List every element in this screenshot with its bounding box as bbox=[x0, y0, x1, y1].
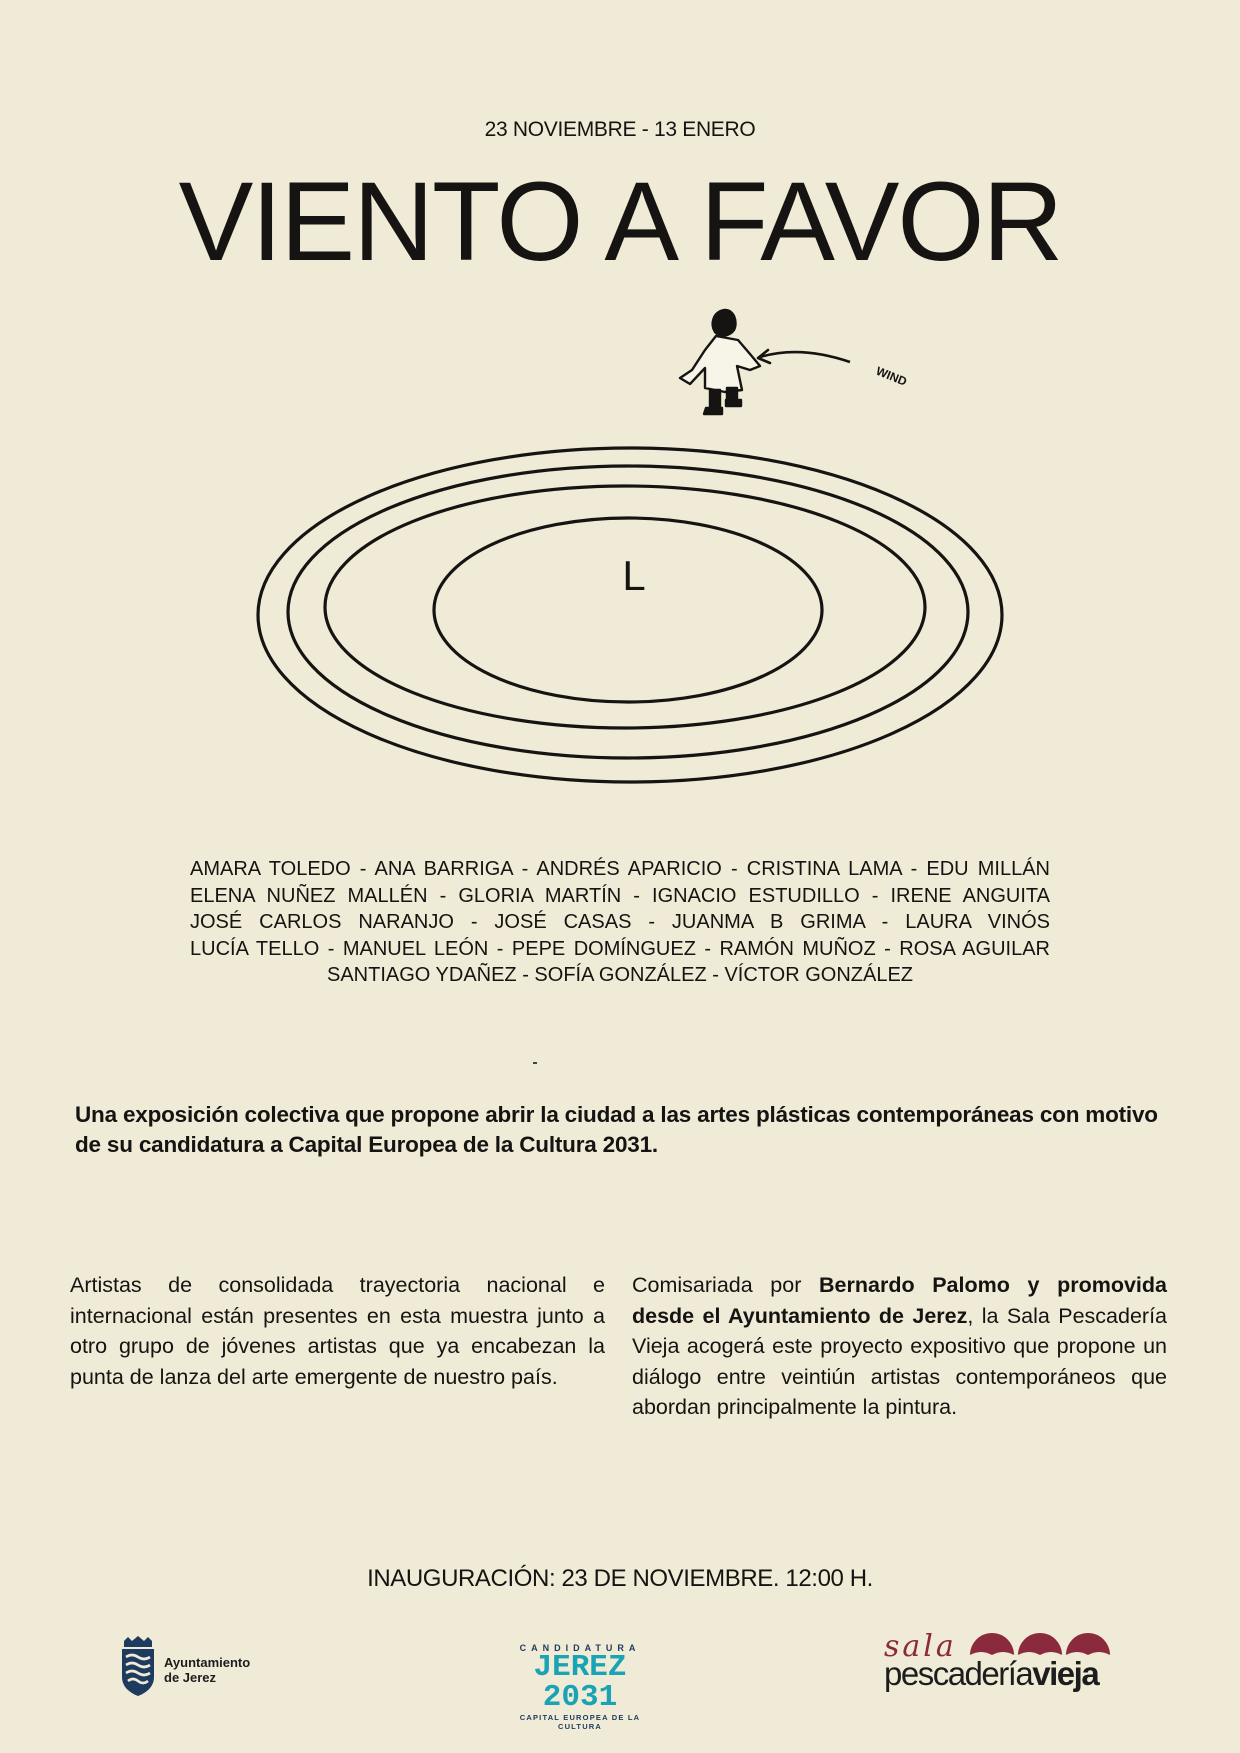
jerez-logo-main: JEREZ 2031 bbox=[533, 1650, 627, 1715]
ring-2 bbox=[288, 466, 968, 758]
artist-line: ELENA NUÑEZ MALLÉN - GLORIA MARTÍN - IGNACIO ESTUDILLO - IRENE ANGUITA bbox=[190, 884, 1050, 907]
jerez-logo-top: CANDIDATURA bbox=[519, 1643, 641, 1653]
center-low-label: L bbox=[622, 552, 646, 599]
artist-line: SANTIAGO YDAÑEZ - SOFÍA GONZÁLEZ - VÍCTOR GONZÁLEZ bbox=[326, 964, 913, 986]
ring-3 bbox=[325, 486, 925, 728]
artist-list bbox=[190, 856, 1050, 989]
ayuntamiento-logo-text bbox=[164, 1655, 250, 1685]
lead-statement: Una exposición colectiva que propone abrir la ciudad a las artes plásticas contemporáneas con motivo de su candidatura a Capital Europea de la Cultura 2031. bbox=[75, 1102, 1158, 1157]
ayuntamiento-logo bbox=[118, 1635, 278, 1695]
pescaderia-logo-script: sala bbox=[884, 1629, 957, 1664]
jerez-crest-icon bbox=[118, 1635, 158, 1697]
curator-credit: Bernardo Palomo y promovida desde el Ayuntamiento de Jerez bbox=[632, 1273, 1167, 1328]
divider-dot bbox=[533, 1062, 537, 1064]
inauguration-info: INAUGURACIÓN: 23 DE NOVIEMBRE. 12:00 H. bbox=[367, 1565, 873, 1592]
artist-line: LUCÍA TELLO - MANUEL LEÓN - PEPE DOMÍNGUEZ - RAMÓN MUÑOZ - ROSA AGUILAR bbox=[190, 937, 1050, 960]
body-column-right bbox=[632, 1270, 1167, 1423]
artist-line: AMARA TOLEDO - ANA BARRIGA - ANDRÉS APARICIO - CRISTINA LAMA - EDU MILLÁN bbox=[190, 858, 1050, 880]
body-right-prefix: Comisariada por bbox=[632, 1273, 820, 1297]
ayuntamiento-logo-line1: Ayuntamiento bbox=[164, 1655, 251, 1670]
jerez-2031-logo bbox=[505, 1643, 655, 1731]
ring-inner bbox=[434, 518, 822, 702]
body-right-suffix: , la Sala Pescadería Vieja acogerá este proyecto expositivo que propone un diálogo entre veintiún artistas contemporáneos que abordan principalmente la pintura. bbox=[632, 1303, 1168, 1419]
child-figure-icon bbox=[680, 310, 760, 414]
exhibition-title: VIENTO A FAVOR bbox=[178, 159, 1062, 284]
ring-outer bbox=[258, 448, 1002, 782]
ayuntamiento-logo-line2: de Jerez bbox=[164, 1670, 217, 1685]
body-column-left: Artistas de consolidada trayectoria nacional e internacional están presentes en esta muestra junto a otro grupo de jóvenes artistas que ya encabezan la punta de lanza del arte emergente de nuestro país. bbox=[70, 1273, 605, 1389]
jerez-logo-bottom: CAPITAL EUROPEA DE LA CULTURA bbox=[519, 1713, 641, 1731]
exhibition-dates: 23 NOVIEMBRE - 13 ENERO bbox=[484, 118, 756, 141]
pescaderia-logo-name-a: pescadería bbox=[884, 1655, 1033, 1692]
wind-arrow-icon bbox=[760, 352, 850, 362]
wind-label: WIND bbox=[874, 363, 909, 389]
artist-line: JOSÉ CARLOS NARANJO - JOSÉ CASAS - JUANMA B GRIMA - LAURA VINÓS bbox=[190, 911, 1050, 933]
pescaderia-logo-name-b: vieja bbox=[1032, 1655, 1099, 1692]
pescaderia-vieja-logo bbox=[880, 1625, 1120, 1705]
pescaderia-logo-name bbox=[884, 1655, 1098, 1693]
wind-rings-illustration bbox=[250, 300, 1020, 790]
